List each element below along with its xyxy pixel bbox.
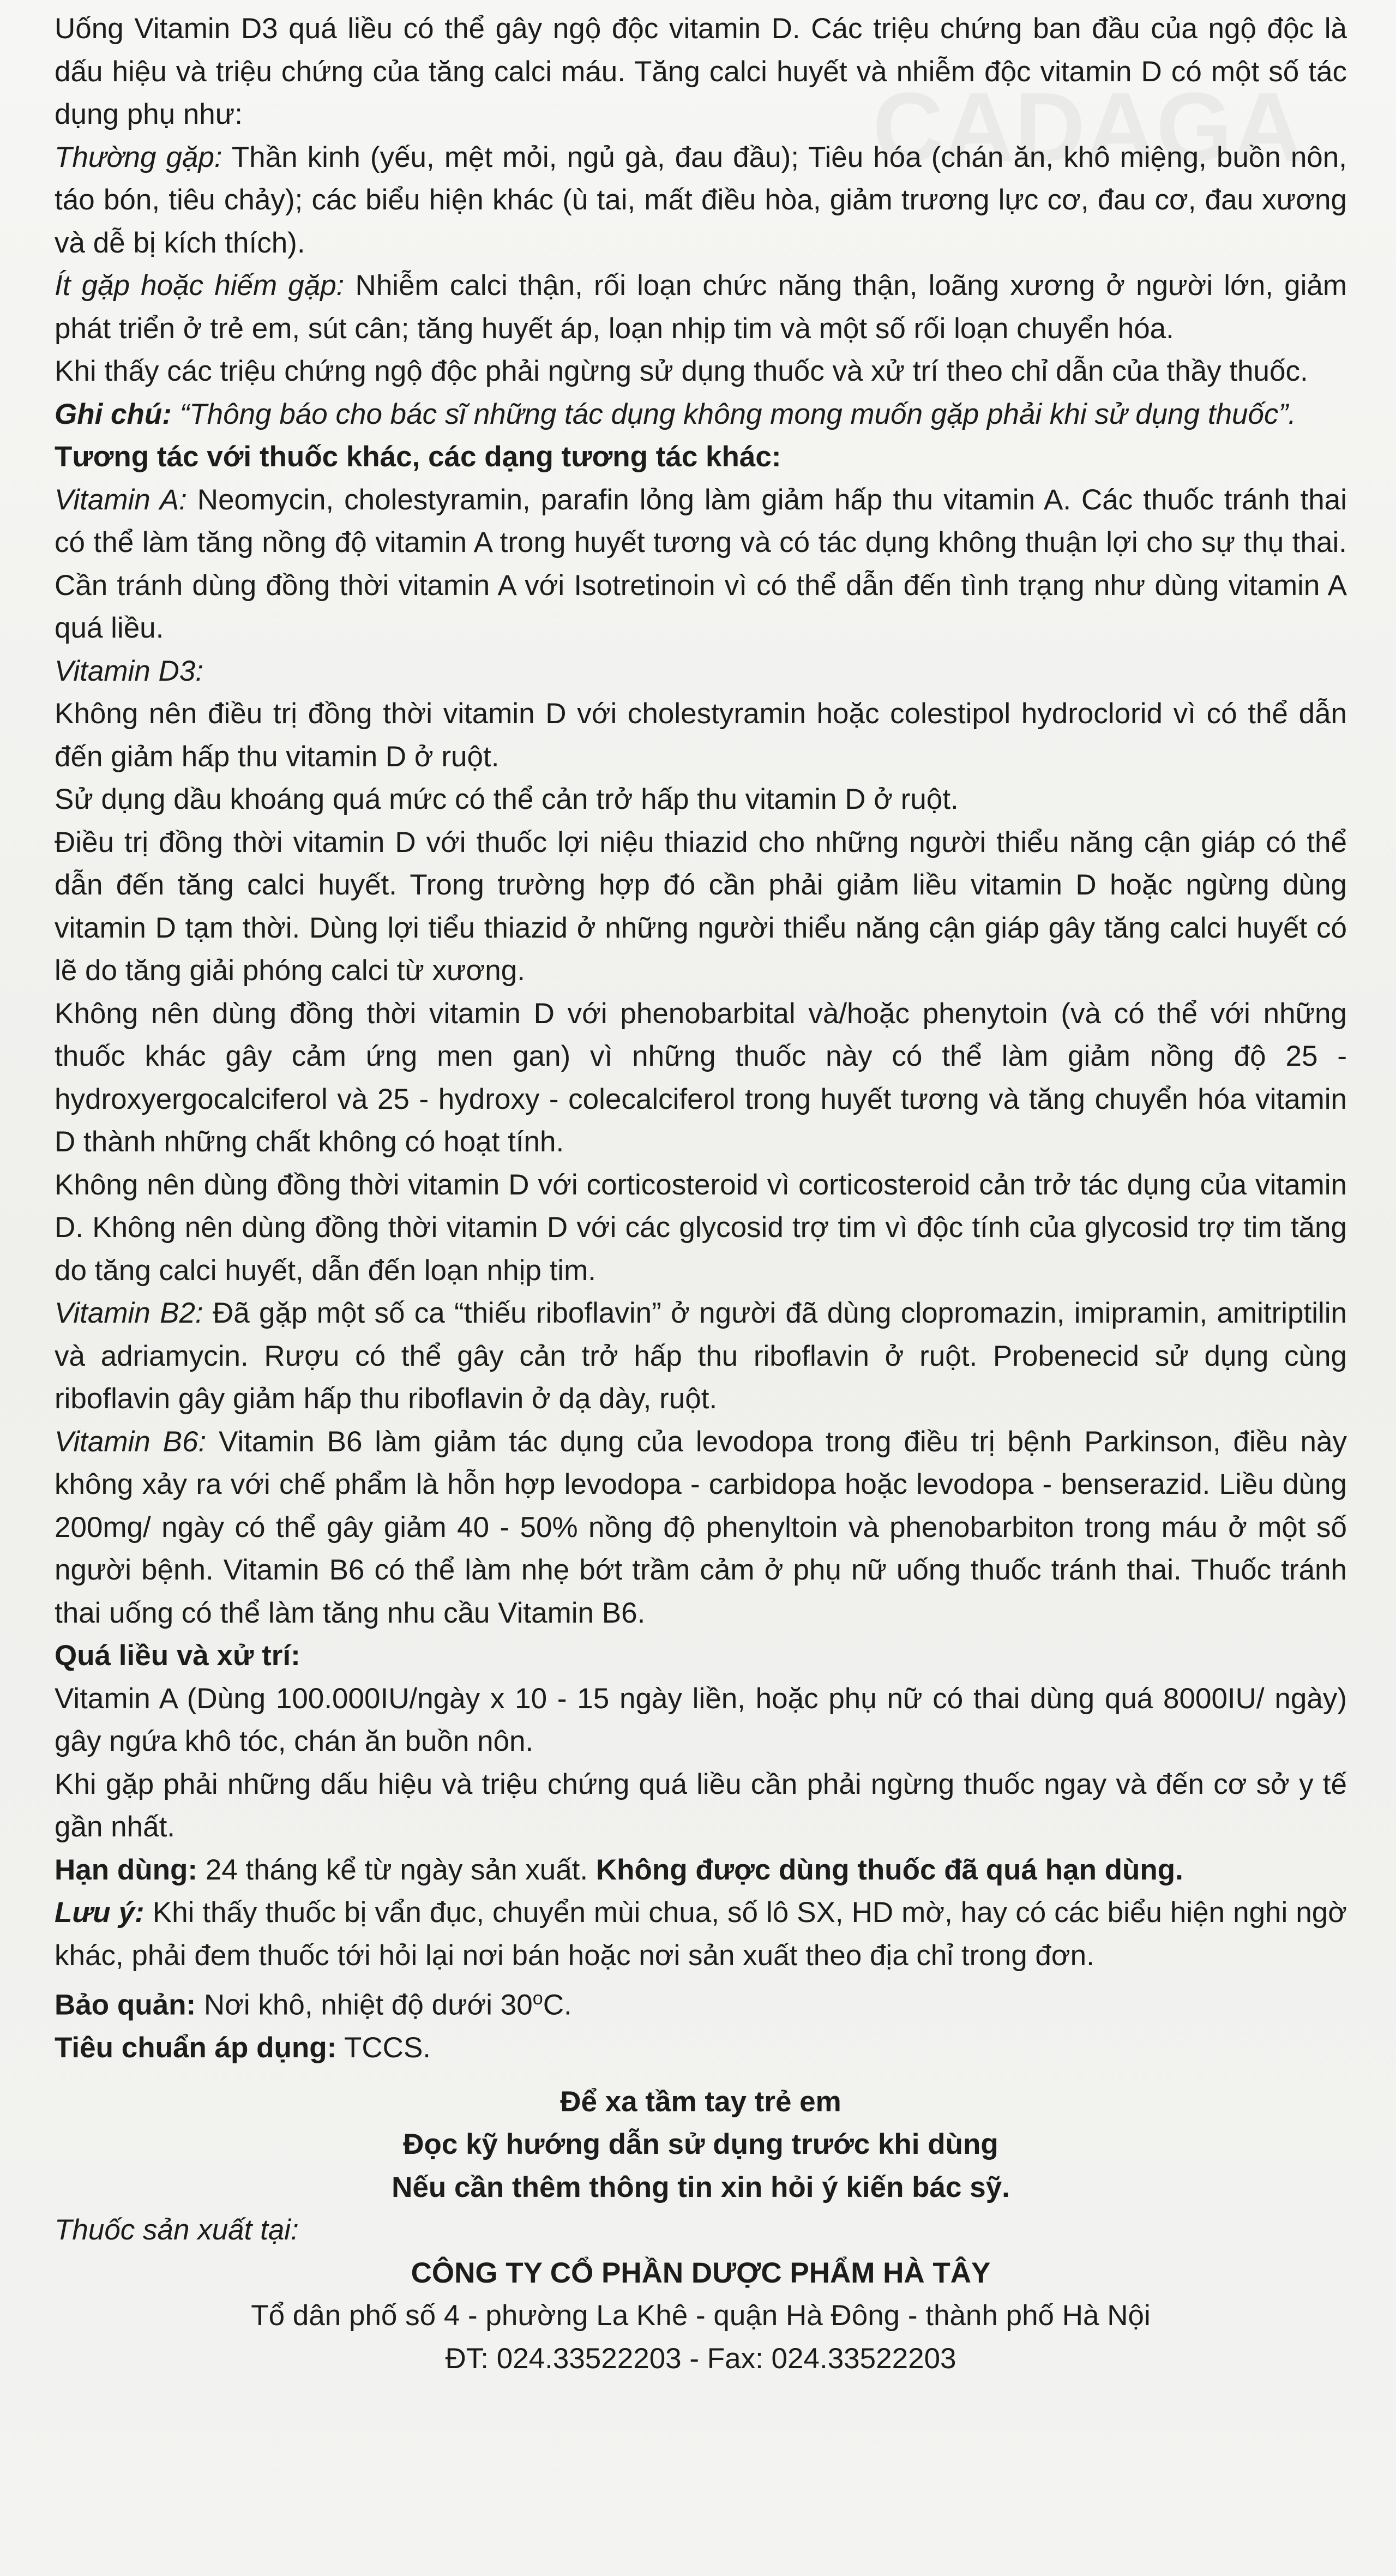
company-address: Tổ dân phố số 4 - phường La Khê - quận Hà Đông - thành phố Hà Nội	[251, 2299, 1151, 2332]
warning-notices	[55, 2081, 1347, 2209]
vitamin-a-text: Neomycin, cholestyramin, parafin lỏng làm giảm hấp thu vitamin A. Các thuốc tránh thai có thể làm tăng nồng độ vitamin A trong huyết tương và có tác dụng không thuận lợi cho sự thụ thai. Cần tránh dùng đồng thời vitamin A với Isotretinoin vì có thể dẫn đến tình trạng như dùng vitamin A quá liều.	[55, 483, 1347, 644]
ghi-chu-text: “Thông báo cho bác sĩ những tác dụng không mong muốn gặp phải khi sử dụng thuốc”.	[171, 398, 1296, 430]
vitamin-a-interaction	[55, 479, 1347, 650]
expiry-label: Hạn dùng:	[55, 1853, 197, 1886]
common-effects-label: Thường gặp:	[55, 141, 222, 173]
manufactured-at: Thuốc sản xuất tại:	[55, 2214, 299, 2247]
vitamin-d3-paragraph-3: Điều trị đồng thời vitamin D với thuốc lợi niệu thiazid cho những người thiểu năng cận giáp có thể dẫn đến tăng calci huyết. Trong trường hợp đó cần phải giảm liều vitamin D hoặc ngừng dùng vitamin D tạm thời. Dùng lợi tiểu thiazid ở những người thiểu năng cận giáp gây tăng calci huyết có lẽ do tăng giải phóng calci từ xương.	[55, 826, 1347, 987]
note	[55, 1892, 1347, 1977]
storage	[55, 1977, 1347, 2027]
common-effects	[55, 136, 1347, 265]
note-label: Lưu ý:	[55, 1896, 145, 1929]
vitamin-d3-paragraph-5: Không nên dùng đồng thời vitamin D với corticosteroid vì corticosteroid cản trở tác dụng của vitamin D. Không nên dùng đồng thời vitamin D với các glycosid trợ tim vì độc tính của glycosid trợ tim tăng do tăng calci huyết, dẫn đến loạn nhịp tim.	[55, 1168, 1347, 1287]
storage-unit: C.	[543, 1989, 572, 2021]
vitamin-b2-interaction	[55, 1292, 1347, 1421]
overdose-paragraph-2: Khi gặp phải những dấu hiệu và triệu chứng quá liều cần phải ngừng thuốc ngay và đến cơ sở y tế gần nhất.	[55, 1768, 1347, 1843]
overdose-heading: Quá liều và xử trí:	[55, 1640, 300, 1672]
standard-label: Tiêu chuẩn áp dụng:	[55, 2032, 337, 2064]
vitamin-b2-label: Vitamin B2:	[55, 1297, 203, 1329]
storage-text: Nơi khô, nhiệt độ dưới 30	[196, 1989, 533, 2021]
standard	[55, 2027, 1347, 2070]
overdose-intro: Uống Vitamin D3 quá liều có thể gây ngộ độc vitamin D. Các triệu chứng ban đầu của ngộ độc là dấu hiệu và triệu chứng của tăng calci máu. Tăng calci huyết và nhiễm độc vitamin D có một số tác dụng phụ như:	[55, 13, 1347, 130]
vitamin-b2-text: Đã gặp một số ca “thiếu riboflavin” ở người đã dùng clopromazin, imipramin, amitriptilin và adriamycin. Rượu có thể gây cản trở hấp thu riboflavin ở ruột. Probenecid sử dụng cùng riboflavin gây giảm hấp thu riboflavin ở dạ dày, ruột.	[55, 1297, 1347, 1415]
expiry-warning: Không được dùng thuốc đã quá hạn dùng.	[595, 1853, 1183, 1886]
vitamin-d3-label: Vitamin D3:	[55, 654, 203, 687]
vitamin-b6-label: Vitamin B6:	[55, 1425, 207, 1458]
rare-effects-label: Ít gặp hoặc hiếm gặp:	[55, 269, 345, 302]
notice-consult-doctor: Nếu cần thêm thông tin xin hỏi ý kiến bác sỹ.	[392, 2171, 1010, 2203]
vitamin-b6-text: Vitamin B6 làm giảm tác dụng của levodopa trong điều trị bệnh Parkinson, điều này không xảy ra với chế phẩm là hỗn hợp levodopa - carbidopa hoặc levodopa - benserazid. Liều dùng 200mg/ ngày có thể gây giảm 40 - 50% nồng độ phenyltoin và phenobarbiton trong máu ở một số người bệnh. Vitamin B6 có thể làm nhẹ bớt trầm cảm ở phụ nữ uống thuốc tránh thai. Thuốc tránh thai uống có thể làm tăng nhu cầu Vitamin B6.	[55, 1425, 1347, 1629]
standard-text: TCCS.	[336, 2032, 431, 2064]
storage-label: Bảo quản:	[55, 1989, 196, 2021]
expiry	[55, 1849, 1347, 1892]
notice-keep-away: Để xa tầm tay trẻ em	[560, 2085, 841, 2118]
leaflet-text	[55, 8, 1347, 2380]
note-text: Khi thấy thuốc bị vẩn đục, chuyển mùi chua, số lô SX, HD mờ, hay có các biểu hiện nghi ngờ khác, phải đem thuốc tới hỏi lại nơi bán hoặc nơi sản xuất theo địa chỉ trong đơn.	[55, 1896, 1347, 1972]
rare-effects	[55, 265, 1347, 350]
company-contact: ĐT: 024.33522203 - Fax: 024.33522203	[445, 2342, 956, 2375]
vitamin-d3-paragraph-4: Không nên dùng đồng thời vitamin D với phenobarbital và/hoặc phenytoin (và có thể với những thuốc khác gây cảm ứng men gan) vì những thuốc này có thể làm giảm nồng độ 25 - hydroxyergocalciferol và 25 - hydroxy - colecalciferol trong huyết tương và tăng chuyển hóa vitamin D thành những chất không có hoạt tính.	[55, 997, 1347, 1158]
vitamin-b6-interaction	[55, 1421, 1347, 1635]
rare-effects-text: Nhiễm calci thận, rối loạn chức năng thận, loãng xương ở người lớn, giảm phát triển ở trẻ em, sút cân; tăng huyết áp, loạn nhịp tim và một số rối loạn chuyển hóa.	[55, 269, 1347, 345]
ghi-chu-label: Ghi chú:	[55, 398, 172, 430]
interactions-heading: Tương tác với thuốc khác, các dạng tương tác khác:	[55, 441, 781, 473]
vitamin-d3-paragraph-2: Sử dụng dầu khoáng quá mức có thể cản trở hấp thu vitamin D ở ruột.	[55, 783, 959, 815]
expiry-text: 24 tháng kể từ ngày sản xuất.	[197, 1853, 596, 1886]
company-name: CÔNG TY CỔ PHẦN DƯỢC PHẨM HÀ TÂY	[411, 2256, 991, 2289]
stop-note: Khi thấy các triệu chứng ngộ độc phải ngừng sử dụng thuốc và xử trí theo chỉ dẫn của thầy thuốc.	[55, 355, 1308, 387]
company-block	[55, 2252, 1347, 2381]
common-effects-text: Thần kinh (yếu, mệt mỏi, ngủ gà, đau đầu); Tiêu hóa (chán ăn, khô miệng, buồn nôn, táo bón, tiêu chảy); các biểu hiện khác (ù tai, mất điều hòa, giảm trương lực cơ, đau cơ, đau xương và dễ bị kích thích).	[55, 141, 1347, 259]
ghi-chu	[55, 393, 1347, 436]
degree-symbol: o	[532, 1988, 543, 2009]
overdose-paragraph-1: Vitamin A (Dùng 100.000IU/ngày x 10 - 15 ngày liền, hoặc phụ nữ có thai dùng quá 8000IU/ ngày) gây ngứa khô tóc, chán ăn buồn nôn.	[55, 1682, 1347, 1757]
notice-read-instructions: Đọc kỹ hướng dẫn sử dụng trước khi dùng	[403, 2128, 998, 2161]
vitamin-a-label: Vitamin A:	[55, 483, 187, 516]
vitamin-d3-paragraph-1: Không nên điều trị đồng thời vitamin D với cholestyramin hoặc colestipol hydroclorid vì có thể dẫn đến giảm hấp thu vitamin D ở ruột.	[55, 698, 1347, 773]
